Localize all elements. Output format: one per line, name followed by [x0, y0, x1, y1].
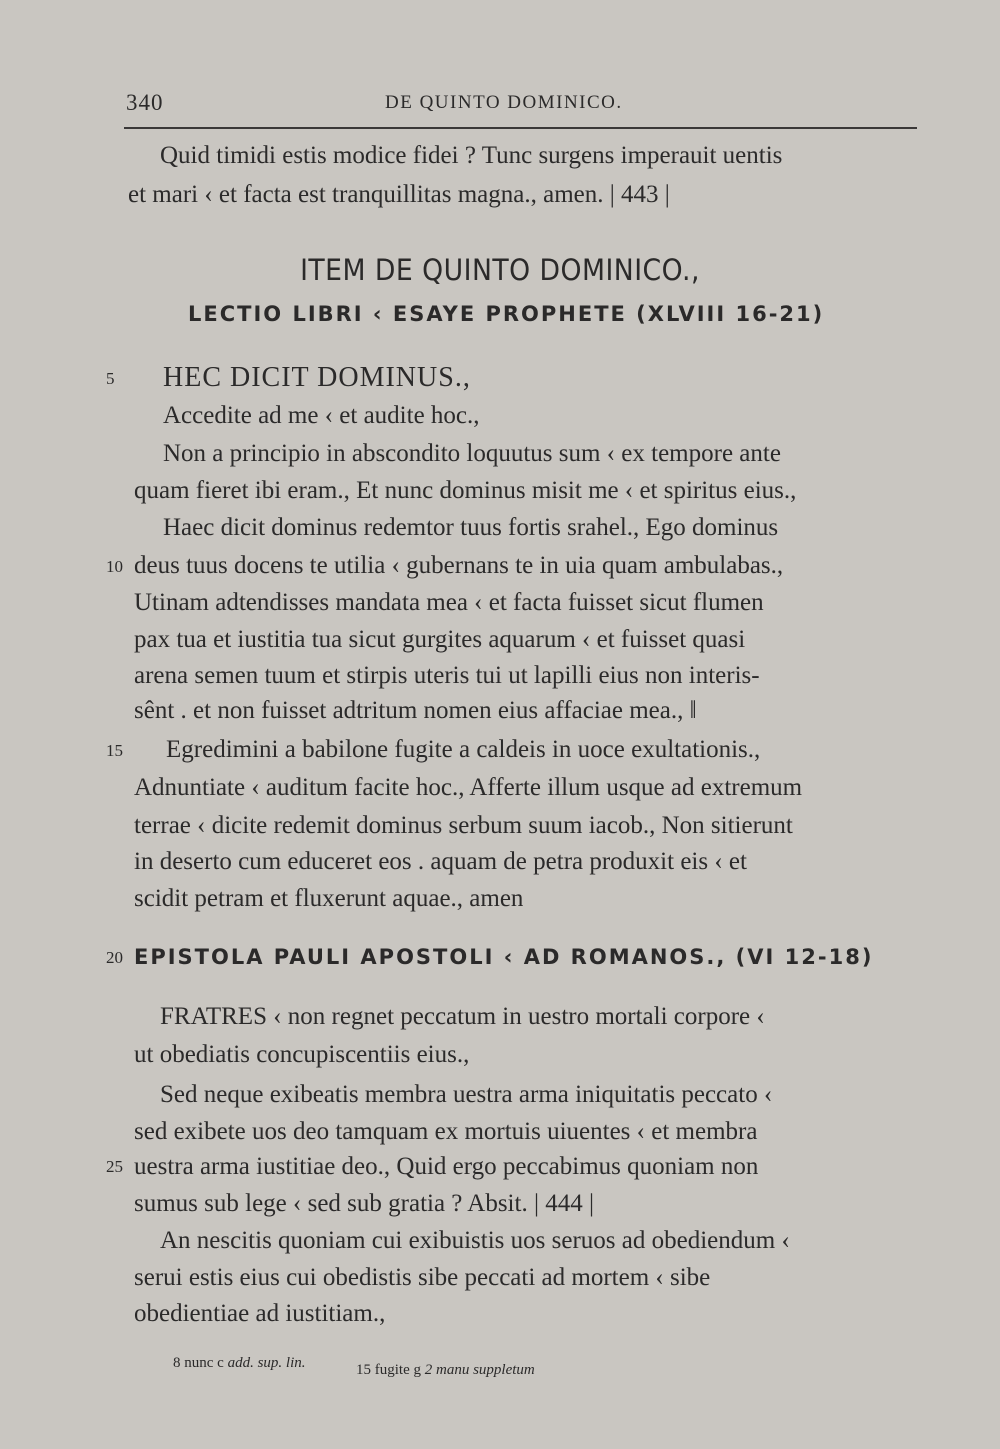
book-page: 340 DE QUINTO DOMINICO. Quid timidi estis modice fidei ? Tunc surgens imperauit uentis et mari ‹ et facta est tranquillitas magna., amen. | 443 | ITEM DE QUINTO DOMINICO., LECTIO LIBRI ‹ ESAYE PROPHETE (XLVIII 16-21) 5 HEC DICIT DOMINUS., Accedite ad me ‹ et audite hoc., Non a principio in abscondito loquutus sum ‹ ex tempore ante quam fieret ibi eram., Et nunc dominus misit me ‹ et spiritus eius., Haec dicit dominus redemtor tuus fortis srahel., Ego dominus 10 deus tuus docens te utilia ‹ gubernans te in uia quam ambulabas., Utinam adtendisses mandata mea ‹ et facta fuisset sicut flumen pax tua et iustitia tua sicut gurgites aquarum ‹ et fuisset quasi arena semen tuum et stirpis uteris tui ut lapilli eius non interis- sênt . et non fuisset adtritum nomen eius affaciae mea., ‖ 15 Egredimini a babilone fugite a caldeis in uoce exultationis., Adnuntiate ‹ auditum facite hoc., Afferte illum usque ad extremum terrae ‹ dicite redemit dominus serbum suum iacob., Non sitierunt in deserto cum educeret eos . aquam de petra produxit eis ‹ et scidit petram et fluxerunt aquae., amen 20 EPISTOLA PAULI APOSTOLI ‹ AD ROMANOS., (VI 12-18) FRATRES ‹ non regnet peccatum in uestro mortali corpore ‹ ut obediatis concupiscentiis eius., Sed neque exibeatis membra uestra arma iniquitatis peccato ‹ sed exibete uos deo tamquam ex mortuis uiuentes ‹ et membra 25 uestra arma iustitiae deo., Quid ergo peccabimus quoniam non sumus sub lege ‹ sed sub gratia ? Absit. | 444 | An nescitis quoniam cui exibuistis uos seruos ad obediendum ‹ serui estis eius cui obedistis sibe peccati ad mortem ‹ sibe obedientiae ad iustitiam., 8 nunc c add. sup. lin. 15 fugite g 2 manu suppletum: [0, 0, 1000, 1449]
page-number: 340: [126, 90, 164, 115]
line-number: 20: [106, 948, 123, 967]
epistola-heading: EPISTOLA PAULI APOSTOLI ‹ AD ROMANOS., (VI 12-18): [134, 945, 874, 969]
header-rule: [124, 127, 917, 129]
footnote-ref: 8 nunc c: [173, 1355, 224, 1371]
lectio-heading: LECTIO LIBRI ‹ ESAYE PROPHETE (XLVIII 16-21): [188, 302, 825, 326]
footnote: [173, 1355, 306, 1372]
running-title: DE QUINTO DOMINICO.: [385, 92, 623, 113]
line-number: 10: [106, 557, 123, 576]
line-number: 5: [106, 369, 115, 388]
line-number: 25: [106, 1157, 123, 1176]
footnote-note: add. sup. lin.: [227, 1355, 306, 1371]
section-title: ITEM DE QUINTO DOMINICO.,: [300, 253, 700, 287]
footnote-ref: 15 fugite g: [356, 1362, 421, 1378]
line-number: 15: [106, 741, 123, 760]
footnote-note: 2 manu suppletum: [424, 1362, 535, 1378]
footnote: [356, 1362, 535, 1379]
